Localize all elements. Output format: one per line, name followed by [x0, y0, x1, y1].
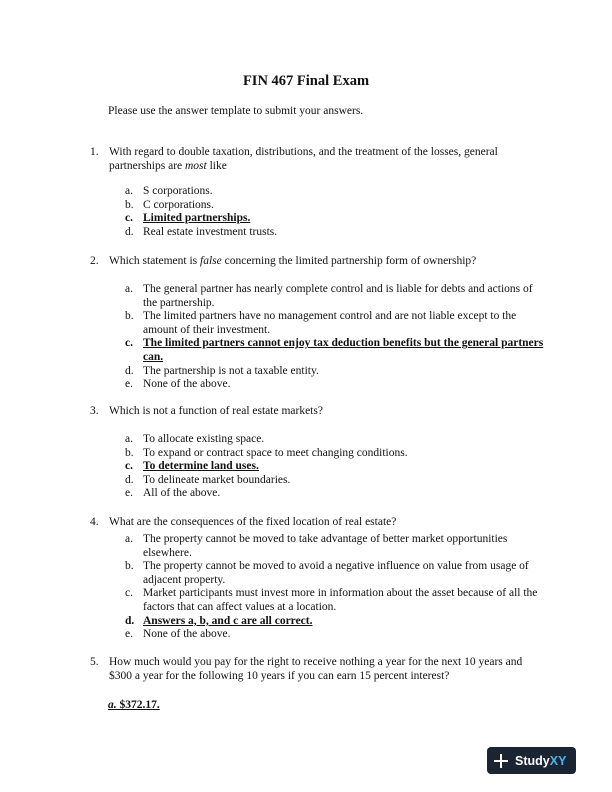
option-e: e. All of the above. [125, 487, 221, 500]
exam-title: FIN 467 Final Exam [242, 73, 370, 89]
question-text: How much would you pay for the right to receive nothing a year for the next 10 years and $300 a year for the following 10 years if you can earn 15 percent interest? [109, 656, 523, 682]
option-b: b. C corporations. [125, 198, 214, 211]
options-q1 [125, 185, 545, 239]
intro-text: Please use the answer template to submit your answers. [108, 105, 364, 117]
plus-icon [493, 753, 509, 769]
option-c-correct: c. To determine land uses. [125, 460, 259, 473]
option-b: b. To expand or contract space to meet changing conditions. [125, 446, 408, 459]
question-4 [90, 516, 546, 530]
option-d: d. Real estate investment trusts. [125, 225, 278, 238]
emphasis-text: false [200, 255, 222, 267]
options-q2 [125, 283, 545, 392]
option-e: e. None of the above. [125, 378, 231, 391]
options-q4 [125, 533, 545, 642]
option-a: a. The property cannot be moved to take advantage of better market opportunities elsewhere. [125, 533, 508, 559]
question-3 [90, 405, 546, 419]
studyxy-badge[interactable] [487, 747, 576, 774]
option-e: e. None of the above. [125, 628, 231, 641]
answer-value: $372.17. [119, 699, 160, 711]
option-c-correct: c. The limited partners cannot enjoy tax deduction benefits but the general partners can. [125, 337, 544, 363]
option-b: b. The limited partners have no management control and are not liable except to the amount of their investment. [125, 310, 517, 336]
question-number: 4. [90, 516, 99, 528]
question-text: What are the consequences of the fixed location of real estate? [109, 516, 397, 528]
option-d: d. To delineate market boundaries. [125, 473, 291, 486]
answer-q5 [108, 699, 160, 711]
options-q3 [125, 433, 545, 501]
question-1 [90, 146, 546, 173]
question-number: 2. [90, 255, 99, 267]
question-text: Which is not a function of real estate markets? [109, 405, 323, 417]
question-text: Which statement is false concerning the limited partnership form of ownership? [109, 255, 477, 267]
question-number: 1. [90, 146, 99, 158]
emphasis-text: most [185, 159, 207, 172]
option-b: b. The property cannot be moved to avoid a negative influence on value from usage of adjacent property. [125, 560, 529, 586]
option-a: a. S corporations. [125, 185, 213, 197]
brand-name: Study [515, 753, 550, 768]
brand-accent: XY [549, 753, 567, 768]
question-text: With regard to double taxation, distributions, and the treatment of the losses, general partnerships are most like [109, 146, 498, 172]
option-d: d. The partnership is not a taxable entity. [125, 364, 319, 377]
question-5 [90, 656, 546, 683]
option-c-correct: c. Limited partnerships. [125, 212, 251, 225]
question-number: 5. [90, 656, 99, 668]
answer-label: a. [108, 699, 117, 711]
option-c: c. Market participants must invest more in information about the asset because of all the factors that can affect values at a location. [125, 587, 538, 613]
question-2 [90, 255, 546, 269]
question-number: 3. [90, 405, 99, 417]
option-a: a. To allocate existing space. [125, 433, 265, 445]
option-d-correct: d. Answers a, b, and c are all correct. [125, 614, 313, 627]
option-a: a. The general partner has nearly complete control and is liable for debts and actions of the partnership. [125, 283, 533, 309]
